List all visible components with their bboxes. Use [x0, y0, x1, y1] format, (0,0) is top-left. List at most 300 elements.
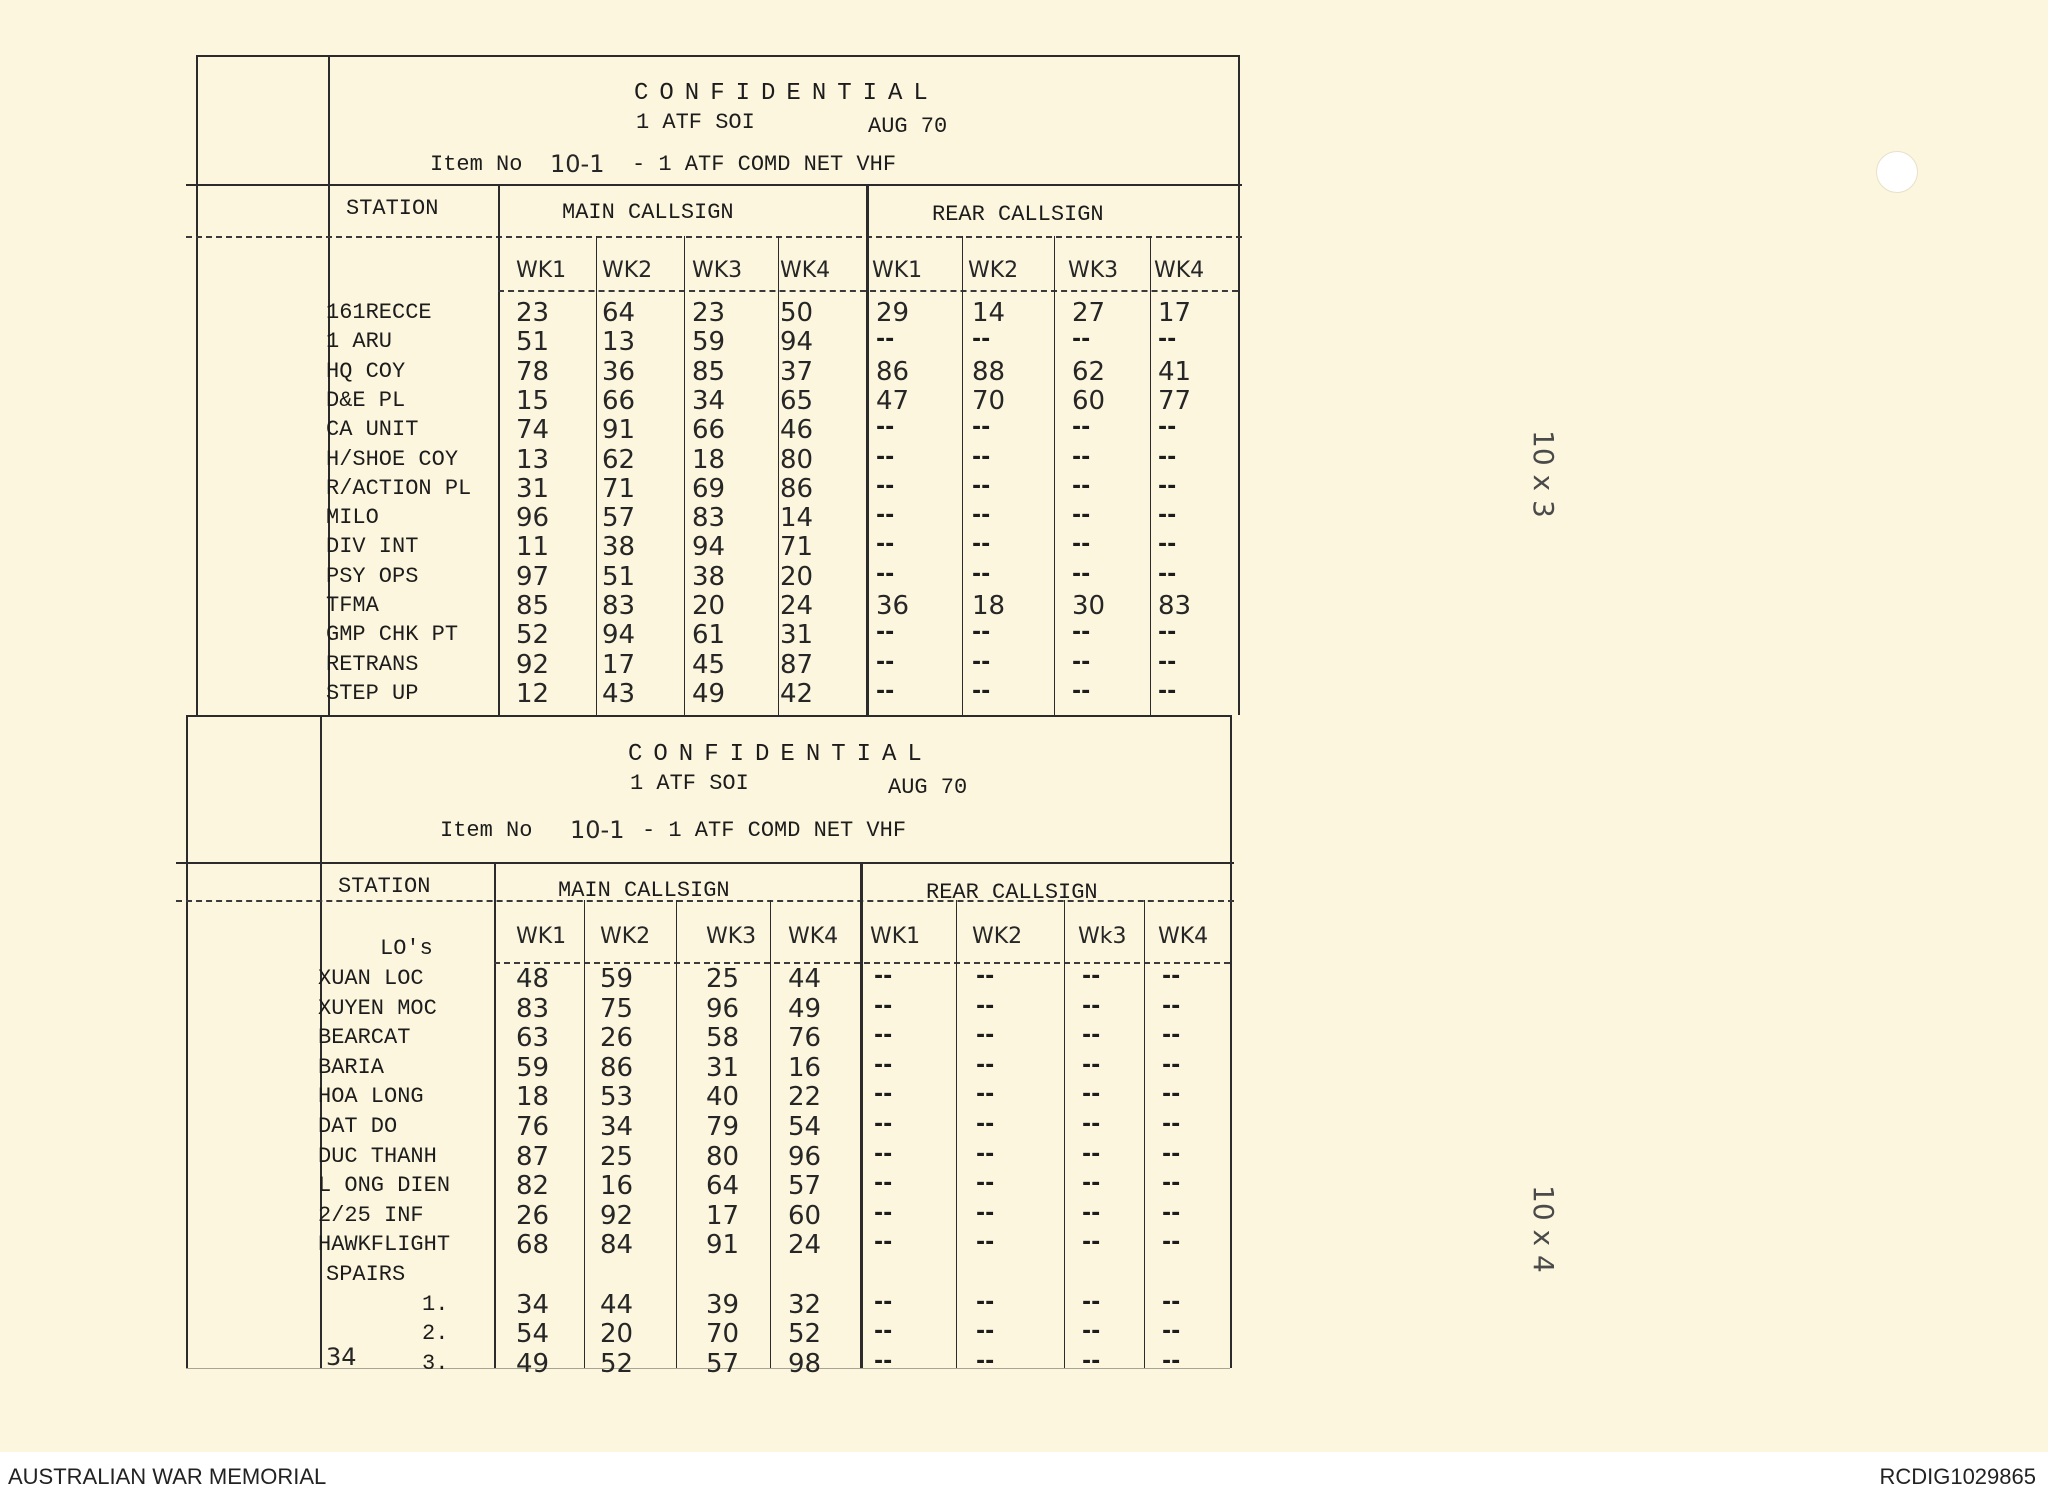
rear-callsign-value: --	[874, 1141, 893, 1167]
rear-callsign-value: --	[972, 473, 991, 499]
rear-callsign-value: --	[976, 993, 995, 1019]
rear-callsign-value: --	[874, 1082, 893, 1108]
rear-callsign-value: --	[1082, 1082, 1101, 1108]
rear-callsign-value: 86	[876, 356, 910, 387]
soi-date: AUG 70	[888, 775, 968, 800]
main-callsign-value: 83	[602, 591, 636, 621]
rear-callsign-value: --	[976, 1052, 995, 1078]
station-name: XUAN LOC	[318, 966, 424, 991]
main-callsign-value: 32	[788, 1289, 822, 1320]
station-name: L ONG DIEN	[318, 1173, 451, 1199]
table-top-rule	[196, 55, 1238, 57]
rear-callsign-value: --	[874, 1112, 893, 1137]
rear-callsign-value: --	[1082, 1171, 1101, 1197]
main-callsign-value: 17	[602, 649, 636, 680]
rear-week-header: WK2	[968, 258, 1019, 283]
rear-callsign-value: 47	[876, 385, 910, 416]
rear-callsign-value: --	[972, 532, 991, 558]
rear-callsign-value: --	[976, 1230, 995, 1256]
main-callsign-value: 20	[780, 561, 814, 592]
rear-callsign-value: --	[876, 327, 895, 353]
rear-callsign-value: --	[874, 1200, 893, 1226]
main-callsign-value: 75	[600, 993, 634, 1024]
main-callsign-value: 64	[706, 1171, 740, 1202]
rear-callsign-value: --	[1072, 415, 1091, 441]
main-callsign-value: 26	[600, 1023, 634, 1054]
rear-callsign-value: --	[1082, 1112, 1101, 1137]
rear-callsign-value: 30	[1072, 591, 1106, 621]
main-callsign-value: 12	[516, 678, 550, 709]
soi-label: 1 ATF SOI	[630, 771, 749, 796]
rear-callsign-value: --	[1072, 678, 1091, 704]
rear-callsign-value: --	[1072, 327, 1091, 353]
main-callsign-value: 46	[780, 415, 814, 446]
main-callsign-value: 65	[780, 385, 814, 416]
main-callsign-value: 18	[692, 444, 726, 475]
rear-callsign-value: --	[972, 503, 991, 529]
rear-callsign-value: --	[1158, 649, 1177, 675]
main-callsign-value: 23	[516, 298, 550, 328]
table-left-rule	[186, 715, 188, 1368]
rear-callsign-value: --	[874, 1023, 893, 1049]
main-callsign-value: 91	[602, 415, 636, 446]
rear-callsign-value: --	[1072, 532, 1091, 558]
main-callsign-value: 14	[780, 503, 814, 534]
station-name: H/SHOE COY	[326, 446, 459, 472]
soi-date: AUG 70	[868, 114, 948, 139]
main-callsign-value: 15	[516, 385, 550, 416]
main-callsign-value: 62	[602, 444, 636, 475]
main-callsign-value: 96	[706, 993, 740, 1024]
main-callsign-value: 85	[516, 591, 550, 621]
main-callsign-header: MAIN CALLSIGN	[558, 878, 730, 903]
rear-callsign-value: --	[1162, 1230, 1181, 1256]
rear-callsign-value: --	[874, 1052, 893, 1078]
main-callsign-value: 83	[516, 993, 550, 1024]
main-callsign-value: 84	[600, 1230, 634, 1261]
main-week-header: WK4	[780, 258, 831, 283]
rear-callsign-value: --	[1162, 1171, 1181, 1197]
main-week-header: WK3	[706, 924, 757, 949]
main-callsign-value: 24	[788, 1230, 822, 1261]
rear-callsign-value: --	[972, 327, 991, 353]
main-callsign-value: 48	[516, 964, 550, 994]
rear-callsign-value: --	[976, 1171, 995, 1197]
rear-callsign-value: --	[1082, 1289, 1101, 1315]
rear-callsign-value: --	[1162, 964, 1181, 989]
main-callsign-value: 53	[600, 1082, 634, 1113]
classification-heading: CONFIDENTIAL	[628, 741, 933, 768]
week-column-rule	[962, 236, 963, 715]
rear-callsign-value: --	[876, 415, 895, 441]
station-name: HOA LONG	[318, 1084, 424, 1110]
rear-callsign-value: --	[876, 532, 895, 558]
rear-callsign-value: --	[1082, 1348, 1101, 1374]
item-label: Item No	[430, 152, 523, 177]
rear-callsign-value: 17	[1158, 298, 1192, 328]
main-callsign-value: 13	[516, 444, 550, 475]
main-callsign-value: 76	[516, 1112, 550, 1142]
station-name: TFMA	[326, 593, 379, 618]
station-name: STEP UP	[326, 680, 419, 706]
rear-callsign-value: --	[972, 561, 991, 587]
rear-callsign-value: --	[1162, 1319, 1181, 1345]
main-callsign-value: 20	[600, 1319, 634, 1350]
rear-callsign-value: --	[976, 1319, 995, 1345]
rear-week-header: WK3	[1068, 258, 1119, 283]
rear-callsign-value: --	[1162, 1023, 1181, 1049]
main-callsign-value: 24	[780, 591, 814, 621]
main-callsign-value: 49	[516, 1348, 550, 1379]
station-name: 161RECCE	[326, 300, 432, 325]
station-name: 2.	[422, 1321, 449, 1347]
main-callsign-value: 57	[788, 1171, 822, 1202]
main-callsign-value: 34	[692, 385, 726, 416]
station-name: XUYEN MOC	[318, 995, 437, 1021]
main-callsign-value: 60	[788, 1200, 822, 1231]
main-callsign-value: 64	[602, 298, 636, 328]
main-callsign-value: 57	[706, 1348, 740, 1379]
rear-callsign-value: --	[874, 1289, 893, 1315]
rear-callsign-value: --	[1072, 561, 1091, 587]
main-callsign-value: 86	[780, 473, 814, 504]
rear-callsign-value: --	[874, 993, 893, 1019]
rear-callsign-value: 83	[1158, 591, 1192, 621]
main-callsign-value: 71	[602, 473, 636, 504]
rear-callsign-value: --	[976, 1082, 995, 1108]
week-column-rule	[1150, 236, 1151, 715]
archive-name: AUSTRALIAN WAR MEMORIAL	[8, 1464, 327, 1489]
table-left-rule	[196, 55, 198, 715]
station-name: R/ACTION PL	[326, 475, 472, 501]
main-callsign-value: 37	[780, 356, 814, 387]
table-right-rule	[1238, 55, 1240, 715]
main-callsign-value: 54	[516, 1319, 550, 1350]
station-name: RETRANS	[326, 651, 419, 677]
rear-callsign-value: --	[1082, 1141, 1101, 1167]
rear-callsign-value: --	[1072, 444, 1091, 470]
item-number: 10-1	[570, 816, 625, 844]
item-title: - 1 ATF COMD NET VHF	[642, 818, 907, 843]
rear-callsign-value: 70	[972, 385, 1006, 416]
rear-callsign-value: --	[876, 444, 895, 470]
main-callsign-value: 25	[706, 964, 740, 994]
main-rear-divider	[860, 862, 863, 1368]
main-callsign-value: 16	[600, 1171, 634, 1202]
station-name: DAT DO	[318, 1114, 398, 1139]
main-callsign-value: 94	[780, 327, 814, 358]
page-number: 34	[326, 1343, 357, 1371]
rear-week-header: WK1	[872, 258, 923, 283]
rear-callsign-value: --	[1072, 473, 1091, 499]
main-callsign-value: 18	[516, 1082, 550, 1113]
main-callsign-value: 49	[692, 678, 726, 709]
main-callsign-value: 44	[788, 964, 822, 994]
rear-callsign-value: --	[876, 620, 895, 646]
week-column-rule	[1144, 900, 1145, 1368]
week-column-rule	[1054, 236, 1055, 715]
station-name: D&E PL	[326, 387, 406, 413]
main-callsign-value: 49	[788, 993, 822, 1024]
main-callsign-value: 23	[692, 298, 726, 328]
rear-callsign-value: --	[976, 1141, 995, 1167]
rear-callsign-value: --	[1158, 327, 1177, 353]
rear-callsign-value: 77	[1158, 385, 1192, 416]
main-column-rule	[498, 184, 500, 715]
main-callsign-value: 13	[602, 327, 636, 358]
main-callsign-value: 51	[602, 561, 636, 592]
main-callsign-value: 38	[602, 532, 636, 563]
item-number: 10-1	[550, 150, 605, 178]
rear-callsign-value: 41	[1158, 356, 1192, 387]
rear-callsign-value: --	[876, 649, 895, 675]
main-callsign-value: 38	[692, 561, 726, 592]
rear-callsign-value: --	[1082, 993, 1101, 1019]
station-name: HAWKFLIGHT	[318, 1232, 451, 1258]
main-callsign-value: 22	[788, 1082, 822, 1113]
rear-callsign-value: --	[976, 964, 995, 989]
week-column-rule	[684, 236, 685, 715]
main-callsign-value: 52	[516, 620, 550, 651]
main-callsign-value: 45	[692, 649, 726, 680]
rear-callsign-value: --	[1072, 503, 1091, 529]
main-callsign-value: 59	[516, 1052, 550, 1083]
main-callsign-value: 43	[602, 678, 636, 709]
item-label: Item No	[440, 818, 533, 843]
main-callsign-value: 36	[602, 356, 636, 387]
main-callsign-value: 71	[780, 532, 814, 563]
main-callsign-value: 86	[600, 1052, 634, 1083]
main-callsign-value: 94	[602, 620, 636, 651]
main-callsign-value: 80	[706, 1141, 740, 1172]
rear-callsign-value: --	[874, 1230, 893, 1256]
rear-callsign-value: --	[1082, 1023, 1101, 1049]
main-callsign-value: 50	[780, 298, 814, 328]
main-callsign-value: 34	[600, 1112, 634, 1142]
main-callsign-value: 96	[788, 1141, 822, 1172]
main-week-header: WK2	[602, 258, 653, 283]
rear-callsign-value: --	[972, 444, 991, 470]
main-callsign-value: 98	[788, 1348, 822, 1379]
rear-callsign-value: --	[972, 678, 991, 704]
rear-callsign-value: --	[1158, 678, 1177, 704]
classification-heading: CONFIDENTIAL	[634, 80, 939, 107]
main-week-header: WK2	[600, 924, 651, 949]
main-callsign-value: 31	[706, 1052, 740, 1083]
main-week-header: WK4	[788, 924, 839, 949]
station-column-header: STATION	[346, 196, 439, 221]
rear-callsign-value: --	[1158, 503, 1177, 529]
archive-ref: RCDIG1029865	[1879, 1464, 2036, 1489]
main-callsign-value: 87	[516, 1141, 550, 1172]
rear-callsign-value: --	[1162, 1082, 1181, 1108]
rear-week-header: Wk3	[1078, 924, 1127, 949]
main-callsign-value: 59	[692, 327, 726, 358]
rear-callsign-value: --	[1162, 1289, 1181, 1315]
rear-callsign-value: 14	[972, 298, 1006, 328]
main-callsign-value: 91	[706, 1230, 740, 1261]
column-header-rule	[186, 236, 1242, 238]
main-callsign-value: 44	[600, 1289, 634, 1320]
main-callsign-value: 97	[516, 561, 550, 592]
main-callsign-value: 59	[600, 964, 634, 994]
rear-callsign-value: --	[1158, 415, 1177, 441]
main-callsign-value: 40	[706, 1082, 740, 1113]
station-name: 1 ARU	[326, 329, 393, 355]
rear-callsign-value: --	[1162, 1348, 1181, 1374]
main-callsign-value: 87	[780, 649, 814, 680]
group-label: LO's	[380, 936, 433, 961]
rear-callsign-value: --	[876, 678, 895, 704]
soi-label: 1 ATF SOI	[636, 110, 755, 135]
rear-callsign-value: --	[1158, 444, 1177, 470]
rear-callsign-value: --	[976, 1023, 995, 1049]
rear-callsign-value: 27	[1072, 298, 1106, 328]
station-name: CA UNIT	[326, 417, 419, 443]
rear-callsign-value: --	[1158, 532, 1177, 558]
main-callsign-value: 94	[692, 532, 726, 563]
main-week-header: WK3	[692, 258, 743, 283]
rear-callsign-value: --	[1162, 1052, 1181, 1078]
margin-note-1: 10 x 3	[1527, 430, 1560, 518]
main-callsign-value: 61	[692, 620, 726, 651]
station-name: BEARCAT	[318, 1025, 411, 1051]
main-callsign-value: 83	[692, 503, 726, 534]
main-rear-divider	[866, 184, 869, 715]
main-callsign-value: 74	[516, 415, 550, 446]
rear-callsign-value: --	[1158, 561, 1177, 587]
table-right-rule	[1230, 715, 1232, 1368]
rear-callsign-value: --	[1162, 1200, 1181, 1226]
rear-callsign-value: --	[876, 561, 895, 587]
header-rule	[176, 862, 1234, 864]
station-name: 2/25 INF	[318, 1202, 424, 1228]
rear-callsign-value: --	[874, 1348, 893, 1374]
main-callsign-value: 92	[516, 649, 550, 680]
main-callsign-value: 68	[516, 1230, 550, 1261]
main-callsign-value: 63	[516, 1023, 550, 1054]
rear-callsign-value: --	[874, 964, 893, 989]
rear-callsign-value: --	[1082, 964, 1101, 989]
main-callsign-value: 82	[516, 1171, 550, 1202]
rear-callsign-value: --	[976, 1200, 995, 1226]
header-rule	[186, 184, 1242, 186]
rear-callsign-header: REAR CALLSIGN	[926, 880, 1098, 905]
week-column-rule	[956, 900, 957, 1368]
week-column-rule	[676, 900, 677, 1368]
rear-callsign-value: --	[1162, 993, 1181, 1019]
main-callsign-value: 76	[788, 1023, 822, 1054]
station-name: DIV INT	[326, 534, 419, 560]
station-name: DUC THANH	[318, 1143, 437, 1169]
rear-callsign-value: --	[972, 620, 991, 646]
station-name: HQ COY	[326, 358, 406, 384]
main-column-rule	[494, 862, 496, 1368]
main-callsign-value: 42	[780, 678, 814, 709]
main-callsign-value: 70	[706, 1319, 740, 1350]
rear-week-header: WK2	[972, 924, 1023, 949]
main-callsign-value: 31	[780, 620, 814, 651]
rear-week-header: WK1	[870, 924, 921, 949]
rear-callsign-value: 60	[1072, 385, 1106, 416]
rear-callsign-value: 62	[1072, 356, 1106, 387]
station-name: 1.	[422, 1291, 449, 1317]
main-week-header: WK1	[516, 258, 567, 283]
main-callsign-value: 26	[516, 1200, 550, 1231]
station-column-header: STATION	[338, 874, 431, 899]
rear-callsign-value: --	[976, 1289, 995, 1315]
table-top-rule	[186, 715, 1230, 717]
main-callsign-value: 51	[516, 327, 550, 358]
main-callsign-value: 20	[692, 591, 726, 621]
margin-note-2: 10 x 4	[1527, 1185, 1560, 1273]
rear-callsign-value: --	[876, 503, 895, 529]
main-callsign-value: 78	[516, 356, 550, 387]
rear-callsign-value: --	[1082, 1319, 1101, 1345]
main-week-header: WK1	[516, 924, 567, 949]
week-column-rule	[584, 900, 585, 1368]
rear-callsign-value: 29	[876, 298, 910, 328]
main-callsign-value: 79	[706, 1112, 740, 1142]
main-callsign-header: MAIN CALLSIGN	[562, 200, 734, 225]
rear-callsign-value: --	[876, 473, 895, 499]
week-column-rule	[1064, 900, 1065, 1368]
station-name: SPAIRS	[326, 1262, 406, 1287]
main-callsign-value: 34	[516, 1289, 550, 1320]
station-name: GMP CHK PT	[326, 622, 459, 648]
footer	[0, 1452, 2048, 1499]
main-callsign-value: 96	[516, 503, 550, 534]
rear-callsign-value: --	[1082, 1052, 1101, 1078]
rear-week-header: WK4	[1158, 924, 1209, 949]
week-column-rule	[596, 236, 597, 715]
main-callsign-value: 52	[600, 1348, 634, 1379]
week-column-rule	[778, 236, 779, 715]
station-name: 3.	[422, 1350, 449, 1376]
rear-week-header: WK4	[1154, 258, 1205, 283]
main-callsign-value: 92	[600, 1200, 634, 1231]
rear-callsign-header: REAR CALLSIGN	[932, 202, 1104, 227]
station-name: PSY OPS	[326, 563, 419, 589]
rear-callsign-value: 36	[876, 591, 910, 621]
week-header-rule	[498, 290, 1238, 292]
rear-callsign-value: 88	[972, 356, 1006, 387]
rear-callsign-value: 18	[972, 591, 1006, 621]
main-callsign-value: 54	[788, 1112, 822, 1142]
station-name: BARIA	[318, 1054, 385, 1080]
rear-callsign-value: --	[1072, 620, 1091, 646]
week-column-rule	[770, 900, 771, 1368]
main-callsign-value: 57	[602, 503, 636, 534]
main-callsign-value: 66	[692, 415, 726, 446]
main-callsign-value: 52	[788, 1319, 822, 1350]
main-callsign-value: 58	[706, 1023, 740, 1054]
main-callsign-value: 11	[516, 532, 550, 563]
rear-callsign-value: --	[972, 415, 991, 441]
main-callsign-value: 25	[600, 1141, 634, 1172]
main-callsign-value: 31	[516, 473, 550, 504]
rear-callsign-value: --	[1158, 473, 1177, 499]
rear-callsign-value: --	[1082, 1200, 1101, 1226]
main-callsign-value: 69	[692, 473, 726, 504]
rear-callsign-value: --	[874, 1171, 893, 1197]
rear-callsign-value: --	[874, 1319, 893, 1345]
rear-callsign-value: --	[976, 1112, 995, 1137]
main-callsign-value: 66	[602, 385, 636, 416]
rear-callsign-value: --	[1158, 620, 1177, 646]
rear-callsign-value: --	[972, 649, 991, 675]
rear-callsign-value: --	[1072, 649, 1091, 675]
